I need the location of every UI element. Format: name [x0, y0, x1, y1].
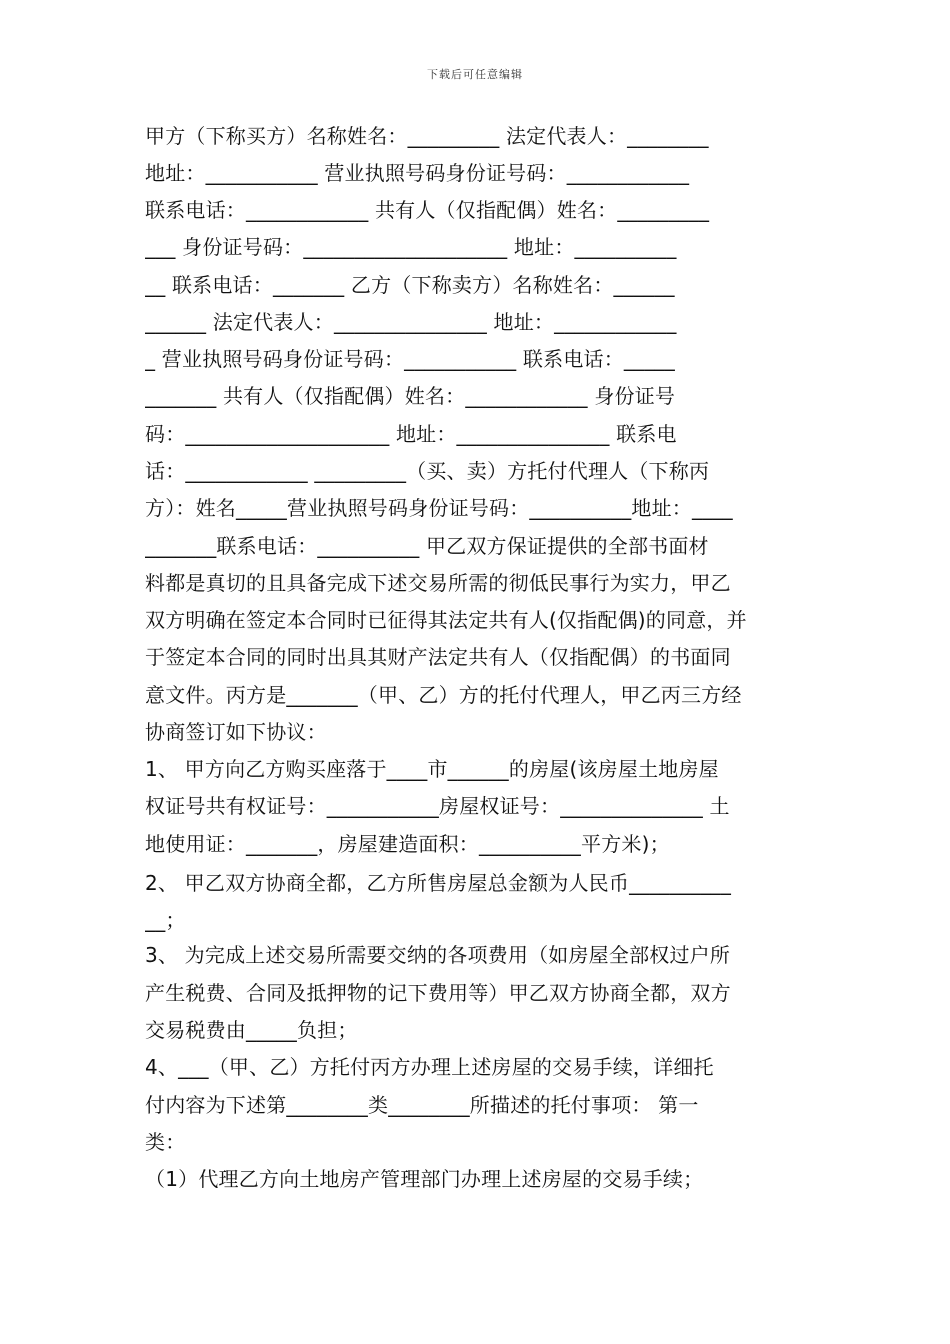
text-line: 话：____________ _________（买、卖）方托付代理人（下称丙 [145, 459, 710, 483]
text-line: 方）：姓名_____营业执照号码身份证号码：__________地址：____ [145, 496, 733, 520]
text-line: 双方明确在签定本合同时已征得其法定共有人(仅指配偶)的同意，并 [145, 608, 747, 632]
text-line: 地使用证：_______，房屋建造面积：__________平方米)； [145, 832, 670, 856]
text-line: __ 联系电话：_______ 乙方（下称卖方）名称姓名：______ [145, 273, 675, 297]
text-line: 协商签订如下协议： [145, 720, 327, 744]
text-line: 付内容为下述第________类________所描述的托付事项： 第一 [145, 1093, 699, 1117]
text-line: 码：____________________ 地址：_______________ 联系电 [145, 422, 677, 446]
text-line: 意文件。丙方是_______（甲、乙）方的托付代理人，甲乙丙三方经 [145, 683, 742, 707]
text-line: 4、___（甲、乙）方托付丙方办理上述房屋的交易手续，详细托 [145, 1055, 714, 1079]
text-line: ___ 身份证号码：____________________ 地址：__________ [145, 235, 677, 259]
text-line: 类： [145, 1130, 186, 1154]
text-line: （1）代理乙方向土地房产管理部门办理上述房屋的交易手续； [145, 1167, 704, 1191]
text-line: 3、 为完成上述交易所需要交纳的各项费用（如房屋全部权过户所 [145, 943, 731, 967]
text-line: 联系电话：____________ 共有人（仅指配偶）姓名：_________ [145, 198, 710, 222]
text-line: 2、 甲乙双方协商全都，乙方所售房屋总金额为人民币__________ [145, 871, 732, 895]
text-line: 料都是真切的且具备完成下述交易所需的彻低民事行为实力，甲乙 [145, 571, 731, 595]
text-line: 于签定本合同的同时出具其财产法定共有人（仅指配偶）的书面同 [145, 645, 731, 669]
text-line: _______联系电话：__________ 甲乙双方保证提供的全部书面材 [145, 534, 709, 558]
text-line: 甲方（下称买方）名称姓名：_________ 法定代表人：________ [145, 124, 709, 148]
text-line: 权证号共有权证号：___________房屋权证号：______________ 土 [145, 794, 730, 818]
text-line: 地址：___________ 营业执照号码身份证号码：____________ [145, 161, 690, 185]
text-line: ______ 法定代表人：_______________ 地址：____________ [145, 310, 677, 334]
page-header: 下载后可任意编辑 [427, 68, 523, 81]
text-line: _______ 共有人（仅指配偶）姓名：____________ 身份证号 [145, 384, 676, 408]
text-line: _ 营业执照号码身份证号码：___________ 联系电话：_____ [145, 347, 675, 371]
text-line: __； [145, 908, 186, 932]
text-line: 交易税费由_____负担； [145, 1018, 358, 1042]
text-line: 产生税费、合同及抵押物的记下费用等）甲乙双方协商全都，双方 [145, 981, 731, 1005]
text-line: 1、 甲方向乙方购买座落于____市______的房屋(该房屋土地房屋 [145, 757, 719, 781]
